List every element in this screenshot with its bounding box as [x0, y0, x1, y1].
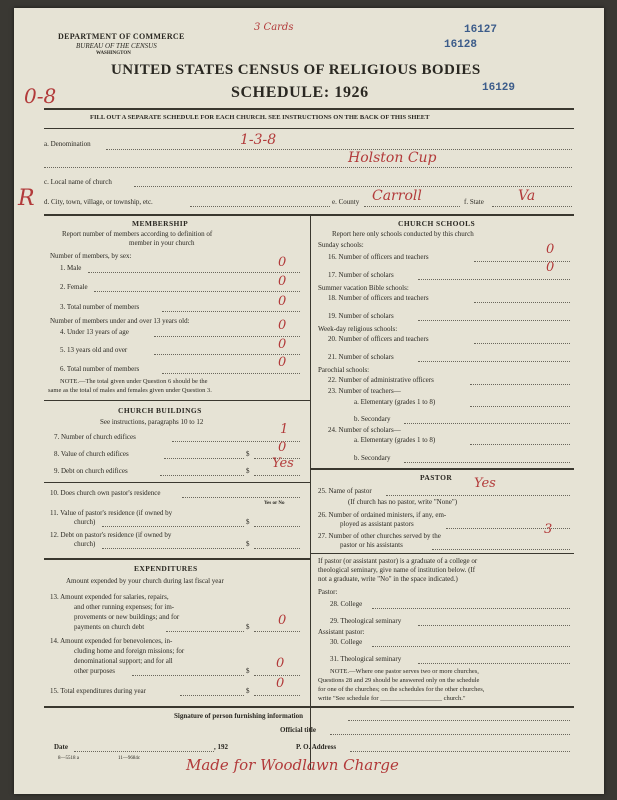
membership-intro-2: member in your church	[129, 239, 195, 247]
q23b-line	[404, 423, 570, 424]
q2-line	[94, 291, 300, 292]
form-code-1: 8—5518 a	[58, 756, 79, 761]
rule-pastor	[310, 468, 574, 470]
address-label: P. O. Address	[296, 743, 337, 751]
official-title-line	[330, 734, 570, 735]
rule-footer	[44, 706, 574, 708]
q5-label: 5. 13 years old and over	[60, 346, 128, 354]
rule-graduate	[310, 553, 574, 554]
department-name: DEPARTMENT OF COMMERCE	[58, 32, 185, 41]
address-line	[350, 751, 570, 752]
sunday-label: Sunday schools:	[318, 241, 364, 249]
q20-line	[474, 343, 570, 344]
county-line	[364, 206, 460, 207]
pastor-note-3: for one of the churches; on the schedules for the other churches,	[318, 686, 485, 693]
q24a-label: a. Elementary (grades 1 to 8)	[354, 436, 436, 444]
q25-line	[386, 495, 570, 496]
schools-heading: CHURCH SCHOOLS	[398, 219, 476, 228]
q14-label-4: other purposes	[74, 667, 116, 675]
rule-q10	[44, 482, 310, 483]
local-name-line	[134, 186, 572, 187]
schools-intro: Report here only schools conducted by this church	[332, 230, 474, 238]
q13-label-1: 13. Amount expended for salaries, repairs,	[50, 593, 169, 601]
q15-value: 0	[276, 676, 285, 691]
q30-label: 30. College	[330, 638, 363, 646]
q4-label: 4. Under 13 years of age	[60, 328, 129, 336]
q14-label-2: cluding home and foreign missions; for	[74, 647, 185, 655]
name-line	[44, 167, 572, 168]
q8-dollar: $	[246, 450, 250, 458]
q21-label: 21. Number of scholars	[328, 353, 394, 361]
q11-dots	[102, 526, 244, 527]
q21-line	[418, 361, 570, 362]
q5-value: 0	[278, 337, 287, 352]
rule-expenditures	[44, 558, 310, 560]
q15-dots	[180, 695, 244, 696]
assistant-label: Assistant pastor:	[318, 628, 365, 636]
q8-label: 8. Value of church edifices	[54, 450, 129, 458]
q13-label-3: provements or new buildings; and for	[74, 613, 180, 621]
q28-label: 28. College	[330, 600, 363, 608]
q23a-line	[470, 406, 570, 407]
q11-line	[254, 526, 300, 527]
state-label: f. State	[464, 198, 484, 206]
denomination-line	[106, 149, 572, 150]
q29-label: 29. Theological seminary	[330, 617, 402, 625]
expenditures-heading: EXPENDITURES	[134, 564, 198, 573]
q29-line	[418, 625, 570, 626]
q17-line	[418, 279, 570, 280]
q28-line	[372, 608, 570, 609]
census-schedule-sheet	[14, 8, 604, 794]
membership-note-2: same as the total of males and females given under Question 3.	[48, 387, 212, 394]
date-line	[74, 751, 214, 752]
q25-note: (If church has no pastor, write "None")	[348, 498, 458, 506]
q14-value: 0	[276, 656, 285, 671]
q30-line	[372, 646, 570, 647]
yes-no-label: Yes or No	[264, 501, 285, 506]
pastor-note-4: write "See schedule for ___________________ church."	[318, 695, 466, 702]
q23-label: 23. Number of teachers—	[328, 387, 401, 395]
signature-label: Signature of person furnishing information	[174, 712, 303, 720]
q19-label: 19. Number of scholars	[328, 312, 394, 320]
under-over-label: Number of members under and over 13 years old:	[50, 317, 190, 325]
q23b-label: b. Secondary	[354, 415, 391, 423]
column-divider	[310, 214, 311, 770]
q9-dollar: $	[246, 467, 250, 475]
q2-value: 0	[278, 274, 287, 289]
q13-line	[254, 631, 300, 632]
graduate-note-1: If pastor (or assistant pastor) is a graduate of a college or	[318, 557, 478, 565]
q8-dots	[164, 458, 244, 459]
q17-value: 0	[546, 260, 555, 275]
state-value: Va	[518, 188, 536, 204]
margin-r: R	[18, 186, 35, 211]
members-by-sex-label: Number of members, by sex:	[50, 252, 132, 260]
q13-value: 0	[278, 613, 287, 628]
q7-label: 7. Number of church edifices	[54, 433, 136, 441]
q20-label: 20. Number of officers and teachers	[328, 335, 429, 343]
q31-label: 31. Theological seminary	[330, 655, 402, 663]
q1-value: 0	[278, 255, 287, 270]
q1-label: 1. Male	[60, 264, 82, 272]
margin-code: 0-8	[24, 84, 57, 108]
date-label: Date	[54, 743, 68, 751]
year-label: , 192	[214, 743, 228, 751]
q9-line	[254, 475, 300, 476]
pastor-note-2: Questions 28 and 29 should be answered only on the schedule	[318, 677, 480, 684]
city-line	[190, 206, 330, 207]
q12-label-2: church)	[74, 540, 96, 548]
q10-label: 10. Does church own pastor's residence	[50, 489, 161, 497]
q9-dots	[160, 475, 244, 476]
stamp-number-3: 16129	[482, 82, 516, 94]
stamp-number-1: 16127	[464, 24, 498, 36]
q11-label-1: 11. Value of pastor's residence (if owned by	[50, 509, 173, 517]
q27-label-1: 27. Number of other churches served by the	[318, 532, 441, 540]
q26-label-2: ployed as assistant pastors	[340, 520, 414, 528]
weekday-label: Week-day religious schools:	[318, 325, 398, 333]
q15-dollar: $	[246, 687, 250, 695]
q31-line	[418, 663, 570, 664]
q22-line	[470, 384, 570, 385]
q19-line	[418, 320, 570, 321]
county-label: e. County	[332, 198, 360, 206]
q14-dollar: $	[246, 667, 250, 675]
q13-label-4: payments on church debt	[74, 623, 145, 631]
membership-heading: MEMBERSHIP	[132, 219, 189, 228]
q18-label: 18. Number of officers and teachers	[328, 294, 429, 302]
q14-dots	[132, 675, 244, 676]
rule-sections	[44, 214, 574, 216]
expenditures-intro: Amount expended by your church during last fiscal year	[66, 577, 224, 585]
q7-value: 1	[280, 422, 289, 437]
form-code-2: 11—9684c	[118, 756, 141, 761]
q4-value: 0	[278, 318, 287, 333]
q9-label: 9. Debt on church edifices	[54, 467, 128, 475]
q26-label-1: 26. Number of ordained ministers, if any, em-	[318, 511, 447, 519]
q25-label: 25. Name of pastor	[318, 487, 372, 495]
q16-label: 16. Number of officers and teachers	[328, 253, 429, 261]
church-name-value: Holston Cup	[348, 150, 437, 166]
q3-label: 3. Total number of members	[60, 303, 140, 311]
q24b-line	[404, 462, 570, 463]
city-name: WASHINGTON	[96, 51, 131, 56]
rule-buildings	[44, 400, 310, 401]
q6-line	[162, 373, 300, 374]
q16-value: 0	[546, 242, 555, 257]
q12-label-1: 12. Debt on pastor's residence (if owned by	[50, 531, 172, 539]
q11-dollar: $	[246, 518, 250, 526]
q9-value: Yes	[272, 456, 294, 471]
q22-label: 22. Number of administrative officers	[328, 376, 434, 384]
city-label: d. City, town, village, or township, etc.	[44, 198, 153, 206]
q23a-label: a. Elementary (grades 1 to 8)	[354, 398, 436, 406]
q15-line	[254, 695, 300, 696]
q24b-label: b. Secondary	[354, 454, 391, 462]
summer-label: Summer vacation Bible schools:	[318, 284, 409, 292]
q17-label: 17. Number of scholars	[328, 271, 394, 279]
q24a-line	[470, 444, 570, 445]
instruction-line: FILL OUT A SEPARATE SCHEDULE FOR EACH CHURCH. SEE INSTRUCTIONS ON THE BACK OF THIS SHEET	[90, 114, 430, 121]
q16-line	[474, 261, 570, 262]
q12-dollar: $	[246, 540, 250, 548]
q3-value: 0	[278, 294, 287, 309]
pastor-note-1: NOTE.—Where one pastor serves two or more churches,	[330, 668, 479, 675]
q13-dollar: $	[246, 623, 250, 631]
q15-label: 15. Total expenditures during year	[50, 687, 146, 695]
bureau-name: BUREAU OF THE CENSUS	[76, 42, 157, 50]
schedule-title: SCHEDULE: 1926	[231, 84, 369, 101]
rule-top	[44, 108, 574, 110]
q25-value: Yes	[474, 476, 496, 491]
graduate-note-2: theological seminary, give name of institution below. (If	[318, 566, 476, 574]
q24-label: 24. Number of scholars—	[328, 426, 401, 434]
membership-intro-1: Report number of members according to definition of	[62, 230, 213, 238]
rule-under-instruction	[44, 128, 574, 129]
q10-line	[182, 497, 300, 498]
q6-value: 0	[278, 355, 287, 370]
stamp-number-2: 16128	[444, 39, 478, 51]
q12-line	[254, 548, 300, 549]
q6-label: 6. Total number of members	[60, 365, 140, 373]
form-title: UNITED STATES CENSUS OF RELIGIOUS BODIES	[111, 62, 481, 78]
q8-value: 0	[278, 440, 287, 455]
graduate-note-3: not a graduate, write "No" in the space indicated.)	[318, 575, 458, 583]
q18-line	[474, 302, 570, 303]
q11-label-2: church)	[74, 518, 96, 526]
membership-note-1: NOTE.—The total given under Question 6 should be the	[60, 378, 208, 385]
q27-label-2: pastor or his assistants	[340, 541, 403, 549]
q13-label-2: and other running expenses; for im-	[74, 603, 175, 611]
pastor-heading: PASTOR	[420, 473, 453, 482]
q27-line	[432, 549, 570, 550]
signature-line	[348, 720, 570, 721]
denomination-label: a. Denomination	[44, 140, 91, 148]
handwritten-note: Made for Woodlawn Charge	[186, 756, 399, 774]
county-value: Carroll	[372, 188, 422, 204]
q27-value: 3	[544, 522, 553, 537]
denomination-value: 1-3-8	[240, 132, 277, 148]
q13-dots	[166, 631, 244, 632]
q3-line	[162, 311, 300, 312]
q12-dots	[102, 548, 244, 549]
buildings-intro: See instructions, paragraphs 10 to 12	[100, 418, 204, 426]
local-name-label: c. Local name of church	[44, 178, 112, 186]
official-title-label: Official title	[280, 726, 316, 734]
q1-line	[88, 272, 300, 273]
q14-label-1: 14. Amount expended for benevolences, in-	[50, 637, 173, 645]
pastor-label: Pastor:	[318, 588, 338, 596]
q14-label-3: denominational support; and for all	[74, 657, 173, 665]
buildings-heading: CHURCH BUILDINGS	[118, 406, 202, 415]
state-line	[492, 206, 572, 207]
parochial-label: Parochial schools:	[318, 366, 370, 374]
q2-label: 2. Female	[60, 283, 88, 291]
cards-note: 3 Cards	[254, 22, 294, 33]
